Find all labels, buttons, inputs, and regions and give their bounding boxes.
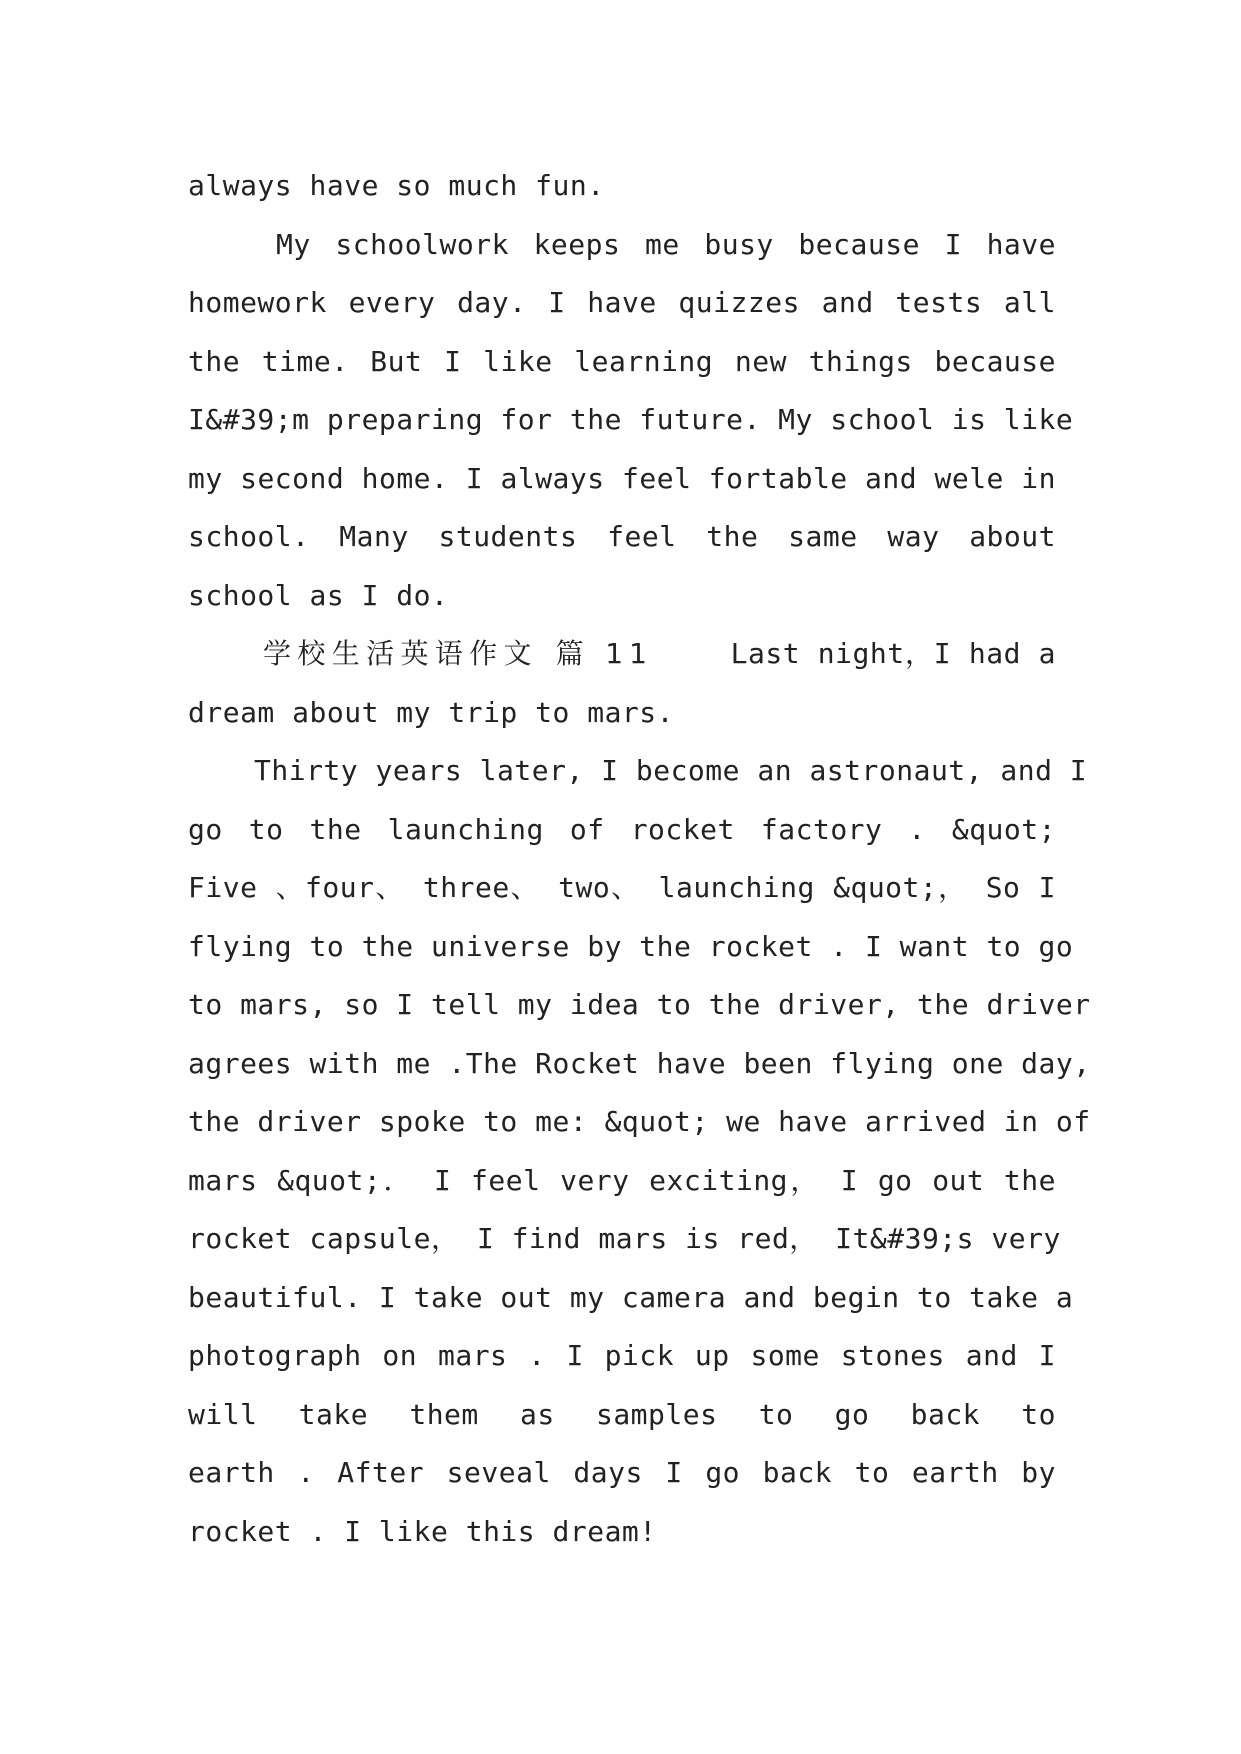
text-line: mars &quot;． I feel very exciting， I go out the: [188, 1163, 1056, 1197]
text-line: go to the launching of rocket factory . &quot;: [188, 812, 1056, 846]
text-line: agrees with me .The Rocket have been flying one day,: [188, 1046, 1091, 1080]
text-line: photograph on mars . I pick up some stones and I: [188, 1339, 1056, 1372]
text-line: earth . After seveal days I go back to earth by: [188, 1456, 1056, 1489]
section-heading-line: [188, 625, 1056, 684]
text-line: flying to the universe by the rocket . I want to go: [188, 929, 1074, 963]
text-line: homework every day. I have quizzes and tests all: [188, 286, 1056, 319]
section-number: 篇 11: [555, 637, 653, 670]
text-line: school as I do.: [188, 578, 449, 612]
text-line: the time. But I like learning new things because: [188, 344, 1056, 378]
text-line: the driver spoke to me: &quot; we have arrived in of: [188, 1105, 1091, 1138]
text-line: dream about my trip to mars.: [188, 695, 675, 729]
text-line: rocket capsule， I find mars is red， It&#39;s very: [188, 1222, 1061, 1255]
text-line: to mars, so I tell my idea to the driver, the driver: [188, 988, 1091, 1021]
text-line: always have so much fun.: [188, 169, 605, 202]
text-line: will take them as samples to go back to: [188, 1397, 1056, 1431]
section-heading: 学校生活英语作文: [263, 637, 538, 670]
text-line: my second home. I always feel fortable and wele in: [188, 461, 1056, 495]
text-line: Thirty years later, I become an astronaut, and I: [254, 754, 1088, 787]
text-line: Last night，I had a: [730, 637, 1057, 670]
text-line: beautiful. I take out my camera and begin to take a: [188, 1280, 1074, 1314]
text-line: rocket . I like this dream!: [188, 1514, 657, 1548]
text-line: My schoolwork keeps me busy because I have: [276, 227, 1056, 261]
text-line: Five 、four、 three、 two、 launching &quot;， So I: [188, 871, 1056, 904]
essay-text: [188, 157, 1091, 1561]
text-line: school. Many students feel the same way about: [188, 520, 1056, 553]
text-line: I&#39;m preparing for the future. My school is like: [188, 403, 1074, 436]
